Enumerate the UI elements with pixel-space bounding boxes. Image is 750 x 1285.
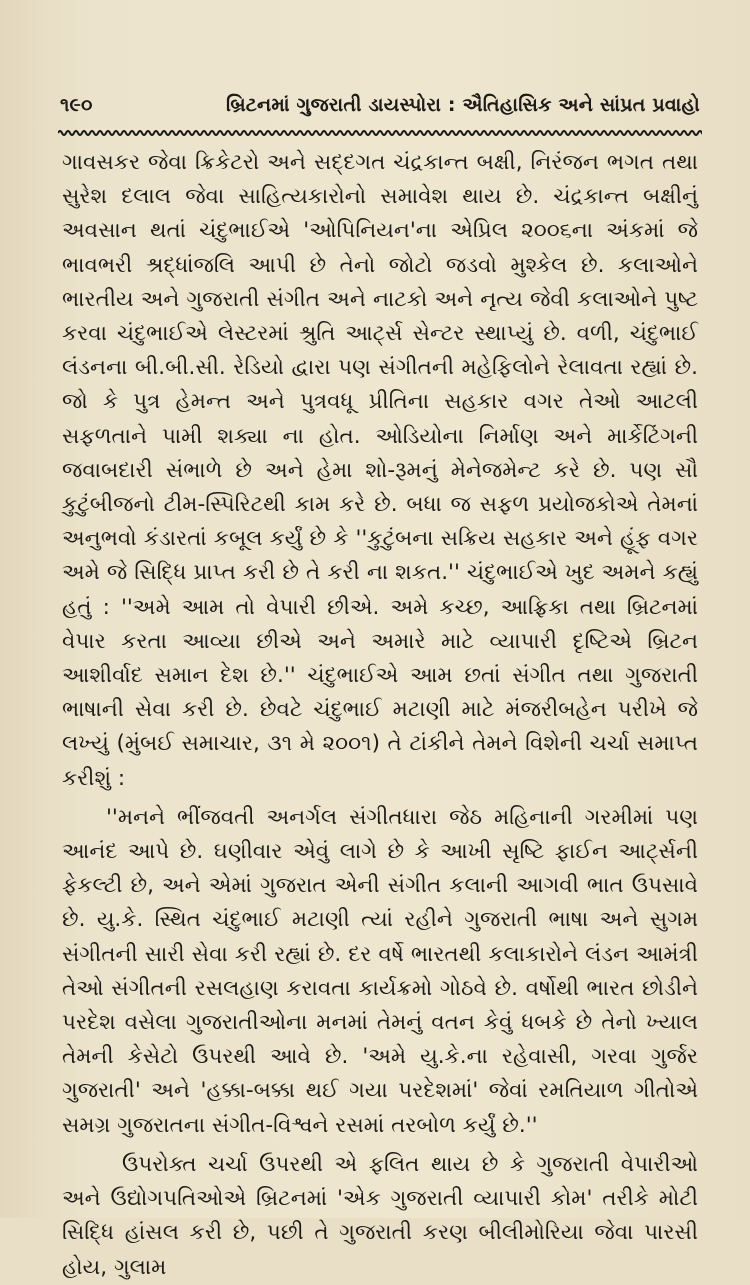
- running-header: [60, 94, 700, 124]
- paragraph-main: ગાવસકર જેવા ક્રિકેટરો અને સદ્દગત ચંદ્રકાન્ત બક્ષી, નિરંજન ભગત તથા સુરેશ દલાલ જેવા સાહિત્યકારોનો સમાવેશ થાય છે. ચંદ્રકાન્ત બક્ષીનું અવસાન થતાં ચંદુભાઈએ 'ઓપિનિયન'ના એપ્રિલ ૨૦૦૬ના અંકમાં જે ભાવભરી શ્રદ્ધાંજલિ આપી છે તેનો જોટો જડવો મુશ્કેલ છે. કલાઓને ભારતીય અને ગુજરાતી સંગીત અને નાટકો અને નૃત્ય જેવી કલાઓને પુષ્ટ કરવા ચંદુભાઈએ લેસ્ટરમાં શ્રુતિ આર્ટ્સ સેન્ટર સ્થાપ્યું છે. વળી, ચંદુભાઈ લંડનના બી.બી.સી. રેડિયો દ્વારા પણ સંગીતની મહેફિલોને રેલાવતા રહ્યાં છે. જો કે પુત્ર હેમન્ત અને પુત્રવધૂ પ્રીતિના સહકાર વગર તેઓ આટલી સફળતાને પામી શક્યા ના હોત. ઓડિયોના નિર્માણ અને માર્કેટિંગની જવાબદારી સંભાળે છે અને હેમા શો-રૂમનું મેનેજમેન્ટ કરે છે. પણ સૌ કુટુંબીજનો ટીમ-સ્પિરિટથી કામ કરે છે. બધા જ સફળ પ્રયોજકોએ તેમનાં અનુભવો કંડારતાં કબૂલ કર્યું છે કે ''કુટુંબના સક્રિય સહકાર અને હૂંફ વગર અમે જે સિદ્ધિ પ્રાપ્ત કરી છે તે કરી ના શકત.'' ચંદુભાઈએ ખુદ અમને કહ્યું હતું : ''અમે આમ તો વેપારી છીએ. અમે કચ્છ, આફ્રિકા તથા બ્રિટનમાં વેપાર કરતા આવ્યા છીએ અને અમારે માટે વ્યાપારી દૃષ્ટિએ બ્રિટન આશીર્વાદ સમાન દેશ છે.'' ચંદુભાઈએ આમ છતાં સંગીત તથા ગુજરાતી ભાષાની સેવા કરી છે. છેવટે ચંદુભાઈ મટાણી માટે મંજરીબહેન પરીખે જે લખ્યું (મુંબઈ સમાચાર, ૩૧ મે ૨૦૦૧) તે ટાંકીને તેમને વિશેની ચર્ચા સમાપ્ત કરીશું :: [62, 150, 698, 791]
- body-text: [62, 146, 698, 1285]
- wavy-divider: [58, 128, 702, 138]
- paragraph-quote: ''મનને ભીંજવતી અનર્ગલ સંગીતધારા જેઠ મહિનાની ગરમીમાં પણ આનંદ આપે છે. ઘણીવાર એવું લાગે છે કે આખી સૃષ્ટિ ફાઈન આર્ટ્સની ફેકલ્ટી છે, અને એમાં ગુજરાત એની સંગીત કલાની આગવી ભાત ઉપસાવે છે. યુ.કે. સ્થિત ચંદુભાઈ મટાણી ત્યાં રહીને ગુજરાતી ભાષા અને સુગમ સંગીતની સારી સેવા કરી રહ્યાં છે. દર વર્ષે ભારતથી કલાકારોને લંડન આમંત્રી તેઓ સંગીતની રસલહાણ કરાવતા કાર્યક્રમો ગોઠવે છે. વર્ષોથી ભારત છોડીને પરદેશ વસેલા ગુજરાતીઓના મનમાં તેમનું વતન કેવું ધબકે છે તેનો ખ્યાલ તેમની કેસેટો ઉપરથી આવે છે. 'અમે યુ.કે.ના રહેવાસી, ગરવા ગુર્જર ગુજરાતી' અને 'હક્કા-બક્કા થઈ ગયા પરદેશમાં' જેવાં રમતિયાળ ગીતોએ સમગ્ર ગુજરાતના સંગીત-વિશ્વને રસમાં તરબોળ કર્યું છે.'': [62, 804, 698, 1138]
- paragraph-conclusion: ઉપરોક્ત ચર્ચા ઉપરથી એ ફલિત થાય છે કે ગુજરાતી વેપારીઓ અને ઉદ્યોગપતિઓએ બ્રિટનમાં 'એક ગુજરાતી વ્યાપારી કોમ' તરીકે મોટી સિદ્ધિ હાંસલ કરી છે, પછી તે ગુજરાતી કરણ બીલીમોરિયા જેવા પારસી હોય, ગુલામ: [62, 1151, 698, 1280]
- running-title: બ્રિટનમાં ગુજરાતી ડાયસ્પોરા : ઐતિહાસિક અને સાંપ્રત પ્રવાહો: [226, 94, 700, 116]
- page-number: ૧૯૦: [60, 94, 93, 116]
